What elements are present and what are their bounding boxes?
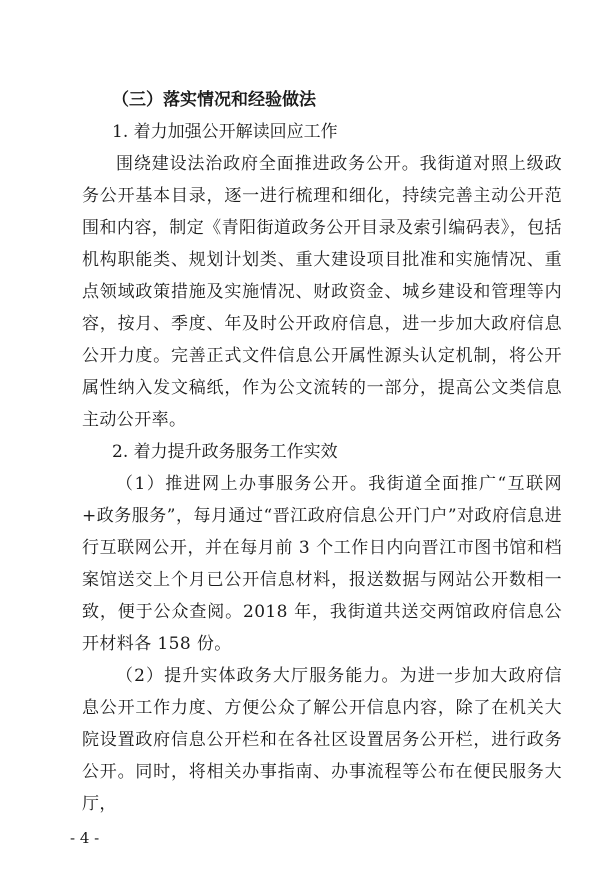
- paragraph-3: （2）提升实体政务大厅服务能力。为进一步加大政府信息公开工作力度、方便公众了解公开信息内容，除了在机关大院设置政府信息公开栏和在各社区设置居务公开栏，进行政务公开。同时，将相关办事指南、办事流程等公布在便民服务大厅，: [82, 666, 562, 814]
- page-number: - 4 -: [70, 829, 100, 847]
- subsection-heading-1: 1. 着力加强公开解读回应工作: [112, 122, 338, 142]
- section-heading: （三）落实情况和经验做法: [112, 90, 316, 110]
- paragraph-2: （1）推进网上办事服务公开。我街道全面推广“互联网+政务服务”，每月通过“晋江政府信息公开门户”对政府信息进行互联网公开，并在每月前 3 个工作日内向晋江市图书馆和档案馆送交上个月已公开信息材料，报送数据与网站公开数相一致，便于公众查阅。2018 年，我街道共送交两馆政府信息公开材料各 158 份。: [82, 474, 562, 654]
- paragraph-1: 围绕建设法治政府全面推进政务公开。我街道对照上级政务公开基本目录，逐一进行梳理和细化，持续完善主动公开范围和内容，制定《青阳街道政务公开目录及索引编码表》，包括机构职能类、规划计划类、重大建设项目批准和实施情况、重点领域政策措施及实施情况、财政资金、城乡建设和管理等内容，按月、季度、年及时公开政府信息，进一步加大政府信息公开力度。完善正式文件信息公开属性源头认定机制，将公开属性纳入发文稿纸，作为公文流转的一部分，提高公文类信息主动公开率。: [82, 154, 562, 430]
- subsection-heading-2: 2. 着力提升政务服务工作实效: [112, 442, 338, 462]
